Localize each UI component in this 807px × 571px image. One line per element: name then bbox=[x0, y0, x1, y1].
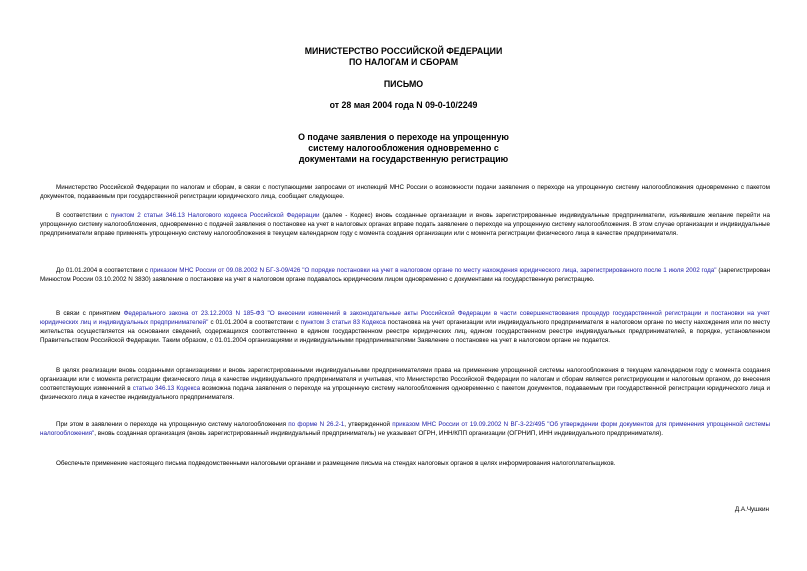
paragraph-6 bbox=[40, 420, 770, 438]
paragraph-5-text-a: В целях реализации вновь созданными организациями и вновь зарегистрированными индивидуальными предпринимателями права на применение упрощенной системы налогообложения в текущем календарном году с момента создания организации или с момента регистрации физического лица в качестве индивидуального предпринимателя и учитывая, что Министерство Российской Федерации по налогам и сборам является регистрирующим и налоговым органом, до внесения соответствующих изменений в bbox=[40, 367, 770, 392]
paragraph-2 bbox=[40, 211, 770, 238]
paragraph-4-text-a: В связи с принятием bbox=[56, 310, 124, 317]
paragraph-6-text-c: , вновь созданная организация (вновь зарегистрированный индивидуальный предприниматель) не указывает ОГРН, ИНН/КПП организации (ОГРНИП, ИНН индивидуального предпринимателя). bbox=[94, 430, 664, 437]
paragraph-1 bbox=[40, 183, 770, 201]
paragraph-6-text-a: При этом в заявлении о переходе на упрощенную систему налогообложения bbox=[56, 421, 289, 428]
paragraph-3-text-b: (зарегистрирован Минюстом России 03.10.2002 N 3830) заявление о постановке на учет в налоговом органе подавалось юридическим лицом одновременно с документами на государственную регистрацию. bbox=[40, 267, 770, 283]
link-order-vg-3-22-495[interactable]: приказом МНС России от 19.09.2002 N ВГ-3-22/495 "Об утверждении форм документов для применения упрощенной системы налогообложения" bbox=[40, 421, 770, 437]
link-form-26-2-1[interactable]: по форме N 26.2-1 bbox=[288, 421, 345, 428]
document-title bbox=[0, 132, 807, 165]
paragraph-5 bbox=[40, 366, 770, 402]
paragraph-7-text: Обеспечьте применение настоящего письма подведомственными налоговыми органами и размещение письма на стендах налоговых органов в целях информирования налогоплательщиков. bbox=[56, 460, 616, 467]
title-line-3: документами на государственную регистрацию bbox=[298, 154, 509, 164]
ministry-line-1: МИНИСТЕРСТВО РОССИЙСКОЙ ФЕДЕРАЦИИ bbox=[304, 46, 503, 56]
title-line-1: О подаче заявления о переходе на упрощенную bbox=[298, 132, 509, 142]
paragraph-1-text: Министерство Российской Федерации по налогам и сборам, в связи с поступающими запросами от инспекций МНС России о возможности подачи заявления о переходе на упрощенную систему налогообложения одновременно с пакетом документов, подаваемым при государственной регистрации юридического лица, сообщает следующее. bbox=[40, 184, 770, 200]
paragraph-7 bbox=[40, 459, 770, 468]
ministry-header bbox=[0, 46, 807, 68]
paragraph-2-text-a: В соответствии с bbox=[56, 212, 111, 219]
signature: Д.А.Чушкин bbox=[734, 506, 769, 513]
paragraph-2-text-b: (далее - Кодекс) вновь созданные организации и вновь зарегистрированные индивидуальные предприниматели, изъявившие желание перейти на упрощенную систему налогообложения, одновременно с подачей заявления о постановке на учет в налоговых органах вправе подать заявление о переходе на упрощенную систему налогообложения. В этом случае организации и индивидуальные предприниматели вправе применять упрощенную систему налогообложения в текущем календарном году с момента создания организации или с момента регистрации физического лица в качестве предпринимателя. bbox=[40, 212, 770, 237]
paragraph-5-text-b: возможна подача заявления о переходе на упрощенную систему налогообложения одновременно с пакетом документов, подаваемым при государственной регистрации юридического лица и физического лица в качестве индивидуального предпринимателя. bbox=[40, 385, 770, 401]
paragraph-4 bbox=[40, 309, 770, 345]
paragraph-4-text-b: с 01.01.2004 в соответствии с bbox=[208, 319, 301, 326]
link-tax-code-83-3[interactable]: пунктом 3 статьи 83 Кодекса bbox=[300, 319, 386, 326]
link-tax-code-346-13-p2[interactable]: пунктом 2 статьи 346.13 Налогового кодекса Российской Федерации bbox=[110, 212, 320, 219]
link-federal-law-185[interactable]: Федерального закона от 23.12.2003 N 185-ФЗ "О внесении изменений в законодательные акты Российской Федерации в части совершенствования процедур государственной регистрации и постановки на учет юридических лиц и индивидуальных предпринимателей" bbox=[40, 310, 770, 326]
ministry-line-2: ПО НАЛОГАМ И СБОРАМ bbox=[348, 57, 459, 67]
document-date-number: от 28 мая 2004 года N 09-0-10/2249 bbox=[329, 100, 478, 110]
link-order-bg-3-09-426[interactable]: приказом МНС России от 09.08.2002 N БГ-3-09/426 "О порядке постановки на учет в налоговом органе по месту нахождения юридического лица, зарегистрированного после 1 июля 2002 года" bbox=[149, 267, 717, 274]
link-tax-code-346-13-p5[interactable]: статью 346.13 Кодекса bbox=[132, 385, 201, 392]
paragraph-3-text-a: До 01.01.2004 в соответствии с bbox=[56, 267, 150, 274]
document-type: ПИСЬМО bbox=[383, 79, 424, 89]
title-line-2: систему налогообложения одновременно с bbox=[308, 143, 499, 153]
paragraph-6-text-b: , утвержденной bbox=[344, 421, 393, 428]
paragraph-3 bbox=[40, 266, 770, 284]
paragraph-4-text-c: постановка на учет организации или индивидуального предпринимателя в налоговом органе по месту нахождения или по месту жительства осуществляется на основании сведений, содержащихся соответственно в едином государственном реестре юридических лиц, едином государственном реестре индивидуальных предпринимателей, в порядке, установленном Правительством Российской Федерации. Таким образом, с 01.01.2004 организациями и индивидуальными предпринимателями Заявление о постановке на учет в налоговом органе не подается. bbox=[40, 319, 771, 344]
